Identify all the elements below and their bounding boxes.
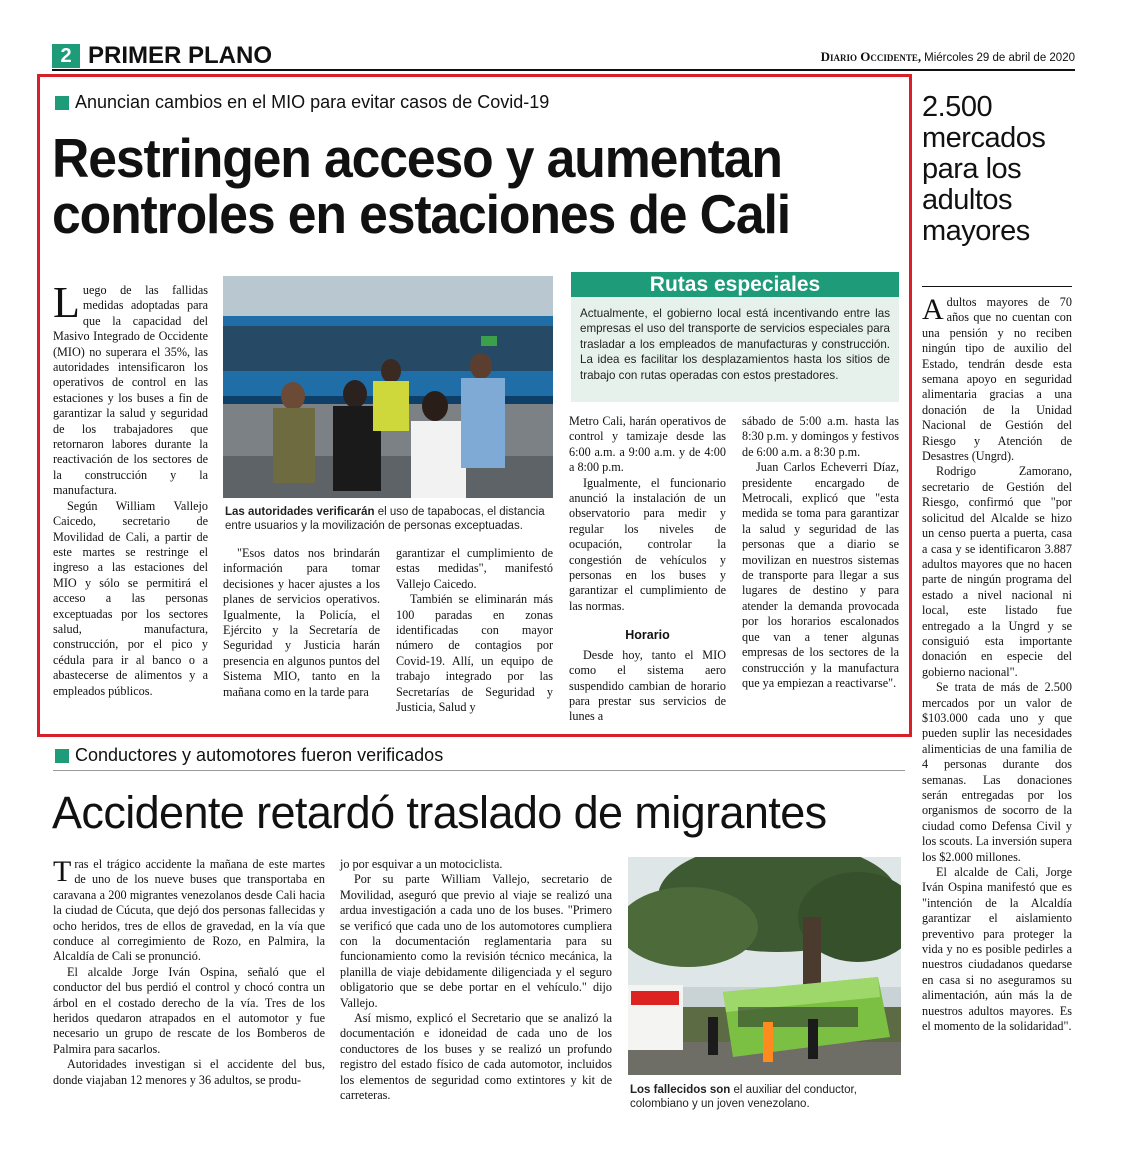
dropcap: L [53, 278, 80, 327]
page-number: 2 [52, 44, 80, 68]
horario-subhead: Horario [625, 628, 670, 643]
article2-photo [628, 857, 901, 1075]
article2-headline: Accidente retardó traslado de migrantes [52, 787, 827, 838]
right-column-rule [922, 286, 1072, 287]
kicker-marker [55, 96, 69, 110]
article2-dropcap: T [53, 855, 72, 888]
article1-photo-caption: Las autoridades verificarán el uso de tapabocas, el distancia entre usuarios y la movilización de personas exceptuadas. [225, 506, 545, 532]
article2-kicker-rule [53, 770, 905, 771]
sidebar-rutas-especiales [571, 272, 899, 402]
article1-col4: Metro Cali, harán operativos de control y tamizaje desde las 6:00 a.m. a 9:00 a.m. y de 4:00 a 8:00 p.m. Igualmente, el funcionario anunció la instalación de un observatorio para medir y regular los niveles de ocupación, controlar la congestión de vehículos y personas en los buses y garantizar el cumplimiento de las normas. Horario Desde hoy, tanto el MIO como el sistema aero suspendido cambian de horario para prestar sus servicios de lunes a [569, 414, 726, 724]
section-title: PRIMER PLANO [88, 42, 273, 69]
article2-col1: Tras el trágico accidente la mañana de este martes de uno de los nueve buses que transportaba en caravana a 200 migrantes venezolanos desde Cali hacia la ciudad de Cúcuta, que dejó dos personas fallecidas y ocho heridos, tres de ellos de gravedad, en la vía que conduce al corregimiento de Rozo, en Palmira, la Alcaldía de Cali se pronunció. El alcalde Jorge Iván Ospina, señaló que el conductor del bus perdió el control y chocó contra un árbol en el costado derecho de la vía. Tres de los heridos quedaron atrapados en el automotor y fue necesario un grupo de rescate de los Bomberos de Palmira para sacarlos. Autoridades investigan si el accidente del bus, donde viajaban 12 menores y 36 adultos, se produ- [53, 855, 325, 1087]
page-header [52, 44, 1075, 70]
right-dropcap: A [922, 293, 944, 326]
article1-headline: Restringen acceso y aumentan controles en estaciones de Cali [52, 127, 790, 245]
right-column-body: Adultos mayores de 70 años que no cuentan con una pensión y no reciben ningún tipo de auxilio del Estado, tendrán desde esta semana apoyo en seguridad alimentaria gracias a una donación de la Unidad Nacional de Gestión del Riesgo y Atención de Desastres (Ungrd). Rodrigo Zamorano, secretario de Gestión del Riesgo, confirmó que "por solicitud del Alcalde se hizo un censo puerta a puerta, casa a casa y se identificaron 3.887 adultos mayores que no hacen parte de ningún programa del estado a nivel nacional ni local, este listado fue entregado a la Ungrd y se consiguió esta importante donación en especie del gobierno nacional". Se trata de más de 2.500 mercados por un valor de $103.000 cada uno y que pueden suplir las necesidades alimenticias de una familia de 4 personas durante dos semanas. Las donaciones serán entregadas por los organismos de socorro de la ciudad como Defensa Civil y los scouts. La inversión supera los $2.000 millones. El alcalde de Cali, Jorge Iván Ospina manifestó que es "intención de la Alcaldía garantizar el aislamiento preventivo para proteger la vida y no es posible pedirles a nuestros ciudadanos quedarse en casa si no aseguramos su alimentación, aún más la de nuestros adultos mayores. Es el momento de la solidaridad". [922, 293, 1072, 1034]
article2-kicker: Conductores y automotores fueron verificados [55, 744, 443, 766]
masthead-date [821, 50, 1075, 65]
article1-col1: Luego de las fallidas medidas adoptadas para que la capacidad del Masivo Integrado de Occidente (MIO) no superara el 35%, las autoridades intensificaron los operativos de control en las estaciones y los buses a fin de garantizar la salud y seguridad de los trabajadores que retornaron labores durante la reactivación de los sectores de la construcción y la manufactura. Según William Vallejo Caicedo, secretario de Movilidad de Cali, a partir de este martes se restringe el ingreso a las estaciones del MIO y sólo se permitirá el acceso a las personas exceptuadas por los sectores salud, manufactura, construcción, por el pico y cédula para ir al banco o a abastecerse de alimentos y a empleados públicos. [53, 278, 208, 698]
issue-date: Miércoles 29 de abril de 2020 [924, 52, 1075, 64]
article1-col2: "Esos datos nos brindarán información para tomar decisiones y hacer ajustes a los planes de servicios operativos. Igualmente, la Policía, el Ejército y la Secretaría de Seguridad y Justicia harán presencia en algunos puntos del Sistema MIO, tanto en la mañana como en la tarde para [223, 546, 380, 699]
article2-col2: jo por esquivar a un motociclista. Por su parte William Vallejo, secretario de Movilidad, aseguró que previo al viaje se realizó una ardua investigación a cada uno de los buses. "Primero se verificó que cada uno de los automotores cumpliera con la documentación reglamentaria para su funcionamiento como la revisión técnico mecánica, la planilla de viaje debidamente diligenciada y el seguro obligatorio que se debe portar en el vehículo." dijo Vallejo. Así mismo, explicó el Secretario que se analizó la documentación e idoneidad de cada uno de los conductores de los buses y se realizó un profundo registro del estado físico de cada automotor, incluidos los elementos de seguridad como extintores y kit de carreteras. [340, 857, 612, 1103]
paper-name: Diario Occidente, [820, 49, 922, 64]
kicker-marker [55, 749, 69, 763]
article1-kicker: Anuncian cambios en el MIO para evitar casos de Covid-19 [55, 91, 549, 113]
article1-photo [223, 276, 553, 498]
article2-photo-caption: Los fallecidos son el auxiliar del conductor, colombiano y un joven venezolano. [630, 1084, 857, 1110]
bus-accident-photo [628, 857, 901, 1075]
right-column-headline: 2.500 mercados para los adultos mayores [922, 91, 1046, 247]
article1-col3: garantizar el cumplimiento de estas medidas", manifestó Vallejo Caicedo. También se eliminarán más 100 paradas en zonas identificadas con mayor número de contagios por Covid-19. Allí, un equipo de trabajo integrado por las Secretarías de Seguridad y Justicia, Salud y [396, 546, 553, 715]
sidebar-text: Actualmente, el gobierno local está incentivando entre las empresas el uso del transporte de servicios especiales para trasladar a los empleados de manufacturas y construcción. La idea es facilitar los desplazamientos hasta los sitios de trabajo con rutas operadas con estos prestadores. [580, 307, 890, 382]
bus-station-photo [223, 276, 553, 498]
article1-col5: sábado de 5:00 a.m. hasta las 8:30 p.m. y domingos y festivos de 6:00 a.m. a 8:30 p.m. Juan Carlos Echeverri Díaz, presidente encargado de Metrocali, explicó que "esta medida se toma para garantizar la salud y seguridad de las personas que a diario se movilizan en nuestros sistemas de transporte para llegar a sus lugares de destino y para atender la demanda provocada por los horarios escalonados que van a tener algunas empresas de los sectores de la construcción y la manufactura que ya empiezan a reactivarse". [742, 414, 899, 690]
header-rule [52, 69, 1075, 71]
sidebar-title: Rutas especiales [571, 272, 899, 297]
